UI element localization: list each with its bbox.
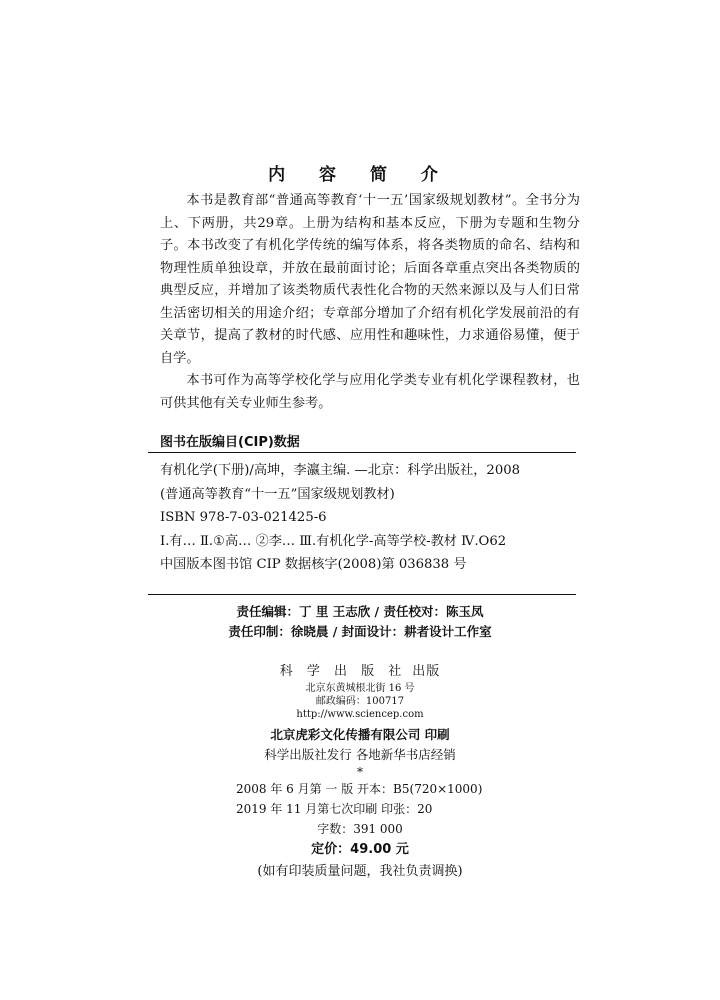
summary-paragraph: 本书是教育部“普通高等教育‘十一五’国家级规划教材”。全书分为上、下两册，共29章。上册为结构和基本反应，下册为专题和生物分子。本书改变了有机化学传统的编写体系，将各类物质的命名、结构和物理性质单独设章，并放在最前面讨论；后面各章重点突出各类物质的典型反应，并增加了该类物质代表性化合物的天然来源以及与人们日常生活密切相关的用途介绍；专章部分增加了介绍有机化学发展前沿的有关章节，提高了教材的时代感、应用性和趣味性，力求通俗易懂，便于自学。 — [160, 193, 580, 366]
colophon — [0, 662, 720, 883]
cip-line-classification: Ⅰ.有… Ⅱ.①高… ②李… Ⅲ.有机化学-高等学校-教材 Ⅳ.O62 — [160, 533, 507, 549]
summary-paragraph: 本书可作为高等学校化学与应用化学类专业有机化学课程教材，也可供其他有关专业师生参考。 — [160, 373, 580, 411]
quality-notice: (如有印装质量问题，我社负责调换) — [257, 864, 463, 879]
printing-line: 2019 年 11 月第七次印刷 印张：20 — [236, 802, 433, 816]
cip-block — [160, 459, 570, 577]
cip-bottom-rule — [148, 594, 576, 595]
price: 定价：49.00 元 — [311, 842, 409, 857]
cip-line-title: 有机化学(下册)/高坤，李瀛主编. —北京：科学出版社，2008 — [160, 463, 520, 478]
cip-top-rule — [148, 452, 576, 453]
production-credits: 责任印制：徐晓晨 / 封面设计：耕者设计工作室 — [228, 624, 492, 639]
publisher-website: http://www.sciencep.com — [296, 709, 424, 720]
book-summary — [160, 190, 580, 415]
cip-line-isbn: ISBN 978-7-03-021425-6 — [160, 510, 327, 526]
edition-line: 2008 年 6 月第 一 版 开本：B5(720×1000) — [236, 782, 483, 796]
cip-heading: 图书在版编目(CIP)数据 — [160, 435, 300, 450]
cip-line-series: (普通高等教育“十一五”国家级规划教材) — [160, 486, 395, 502]
distributor-line: 科学出版社发行 各地新华书店经销 — [264, 747, 456, 762]
publisher-name: 科 学 出 版 社 — [279, 664, 407, 679]
publisher-address: 北京东黄城根北街 16 号 — [305, 683, 415, 694]
publisher-postcode: 邮政编码：100717 — [315, 696, 405, 707]
page-title: 内 容 简 介 — [268, 165, 452, 185]
credits — [0, 602, 720, 642]
word-count: 字数：391 000 — [317, 822, 403, 836]
printer-line: 北京虎彩文化传播有限公司 印刷 — [270, 727, 450, 742]
separator-star: * — [357, 765, 363, 779]
editor-credits: 责任编辑：丁 里 王志欣 / 责任校对：陈玉凤 — [236, 604, 484, 619]
publisher-line — [0, 662, 720, 682]
publisher-action: 出版 — [412, 664, 441, 679]
cip-line-record: 中国版本图书馆 CIP 数据核字(2008)第 036838 号 — [160, 557, 467, 573]
